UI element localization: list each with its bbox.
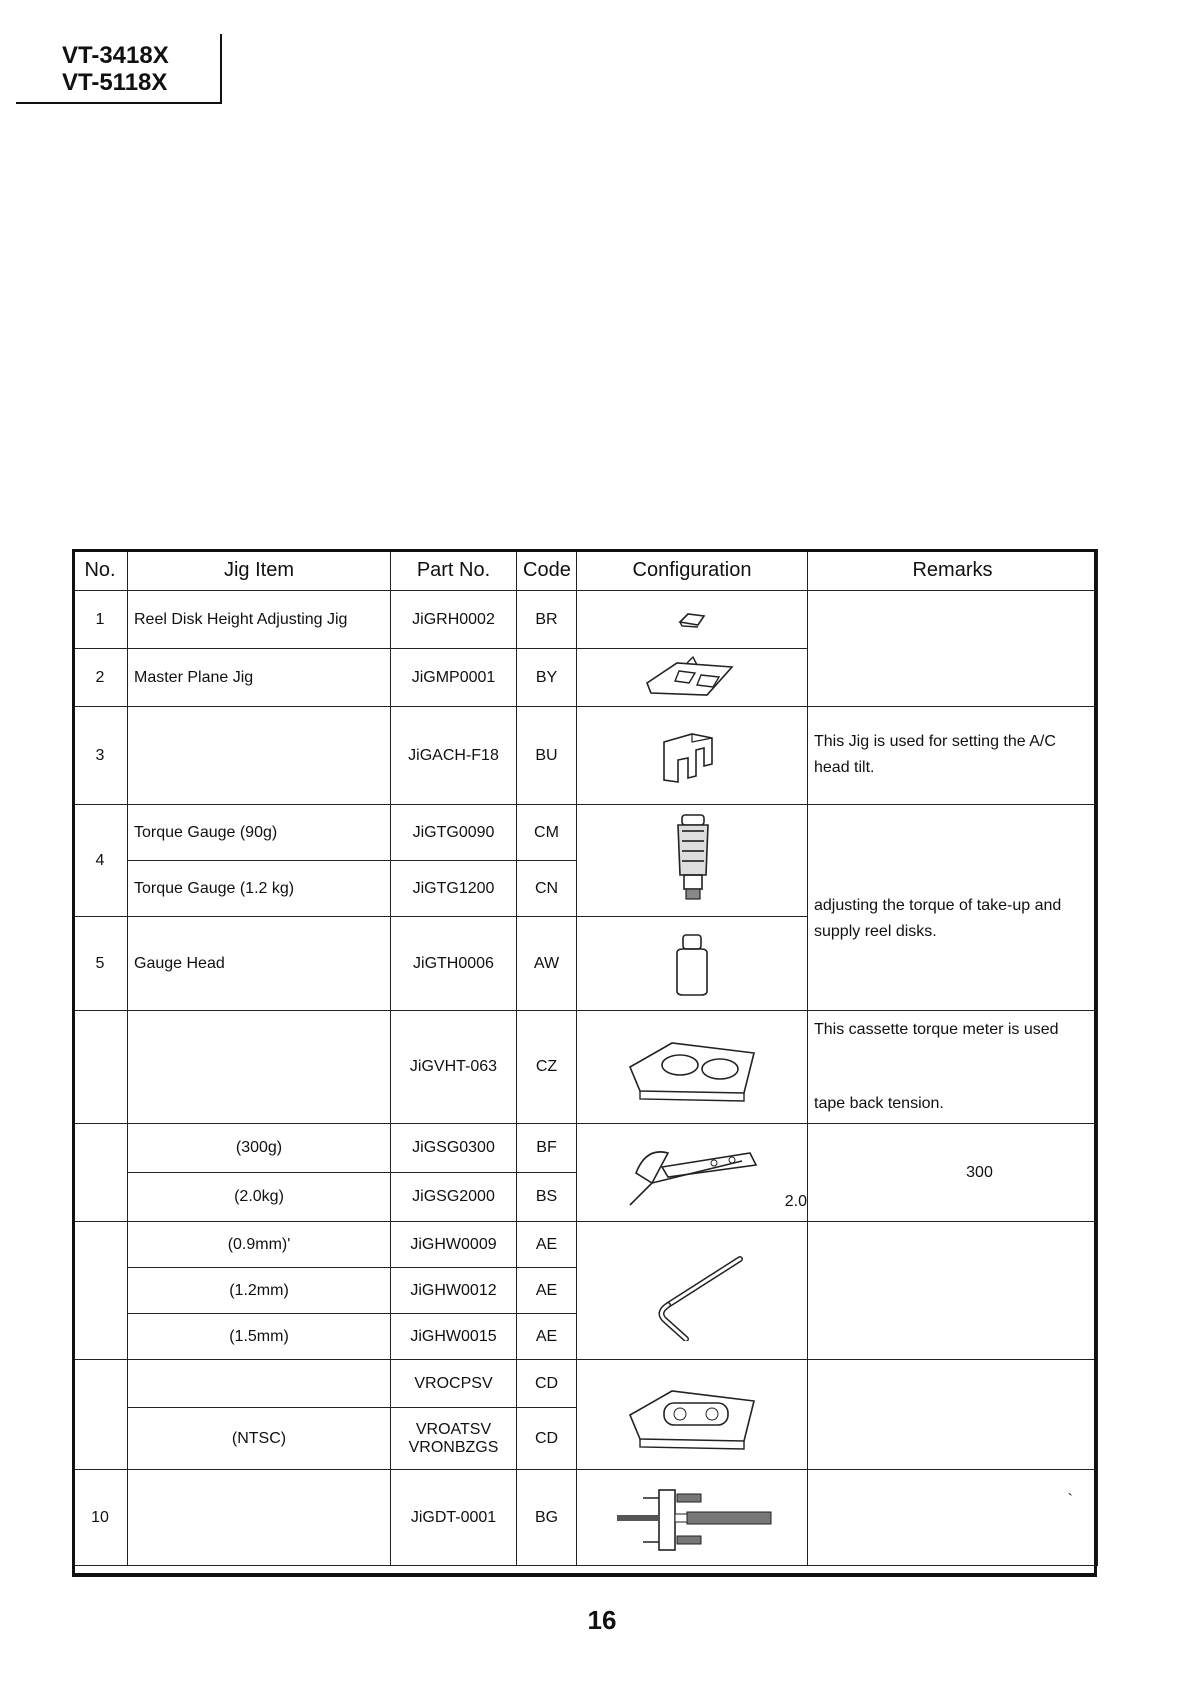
- part-line-1: VROATSV: [415, 1420, 492, 1438]
- cell-part: JiGMP0001: [391, 649, 517, 707]
- cell-config: [577, 591, 808, 649]
- config-label: 2.0: [784, 1193, 807, 1210]
- cell-part: [391, 1408, 517, 1470]
- cell-no: [73, 1360, 128, 1470]
- cell-code: AE: [517, 1268, 577, 1314]
- cell-config: [577, 707, 808, 805]
- drum-tool-icon: [607, 1478, 777, 1558]
- cell-code: BY: [517, 649, 577, 707]
- cell-part: JiGSG0300: [391, 1124, 517, 1173]
- page-number: 16: [587, 1605, 617, 1635]
- cell-item: (300g): [128, 1124, 391, 1173]
- cell-code: CZ: [517, 1011, 577, 1124]
- cell-remarks: 300: [808, 1124, 1098, 1222]
- cell-item: (1.5mm): [128, 1314, 391, 1360]
- table-row: [73, 707, 1098, 805]
- cell-code: AW: [517, 917, 577, 1011]
- cell-code: CD: [517, 1360, 577, 1408]
- cell-remarks-empty: [808, 591, 1098, 707]
- cell-part: JiGTG0090: [391, 805, 517, 861]
- part-line-2: VRONBZGS: [408, 1438, 499, 1456]
- cell-item: [128, 1011, 391, 1124]
- cell-no: [73, 1222, 128, 1360]
- table-header-row: [73, 550, 1098, 591]
- cell-item: Torque Gauge (1.2 kg): [128, 861, 391, 917]
- cell-config: [577, 1124, 808, 1222]
- hex-wrench-icon: [632, 1241, 752, 1341]
- cell-no: 2: [73, 649, 128, 707]
- cell-no: 10: [73, 1470, 128, 1566]
- table-row: [73, 591, 1098, 649]
- col-no: No.: [73, 550, 128, 591]
- cell-config: [577, 1470, 808, 1566]
- cell-part: JiGACH-F18: [391, 707, 517, 805]
- cell-remarks: This Jig is used for setting the A/C head tilt.: [808, 707, 1098, 805]
- cell-code: CN: [517, 861, 577, 917]
- model-line-1: VT-3418X: [62, 42, 169, 69]
- cell-no: 3: [73, 707, 128, 805]
- cell-part: JiGHW0012: [391, 1268, 517, 1314]
- cell-item: [128, 1360, 391, 1408]
- test-cassette-icon: [622, 1375, 762, 1455]
- cell-config: [577, 805, 808, 917]
- remarks-bottom: tape back tension.: [814, 1095, 944, 1112]
- cell-part: JiGSG2000: [391, 1173, 517, 1222]
- cell-part: VROCPSV: [391, 1360, 517, 1408]
- gauge-head-icon: [667, 929, 717, 999]
- table-row: [73, 1360, 1098, 1408]
- cell-code: BR: [517, 591, 577, 649]
- cell-config: [577, 917, 808, 1011]
- cell-item: Gauge Head: [128, 917, 391, 1011]
- col-jig-item: Jig Item: [128, 550, 391, 591]
- table-row: [73, 1222, 1098, 1268]
- cell-item: (0.9mm)': [128, 1222, 391, 1268]
- cell-remarks: [808, 1011, 1098, 1124]
- table-row: [73, 805, 1098, 861]
- cell-code: CD: [517, 1408, 577, 1470]
- cell-part: JiGRH0002: [391, 591, 517, 649]
- cell-code: AE: [517, 1314, 577, 1360]
- spring-gauge-icon: [622, 1133, 762, 1213]
- ac-head-tilt-jig-icon: [652, 724, 732, 788]
- cell-remarks-empty: [808, 1222, 1098, 1360]
- table-row: [73, 1011, 1098, 1124]
- master-plane-jig-icon: [637, 653, 747, 703]
- model-header: [62, 42, 169, 96]
- cell-item: (NTSC): [128, 1408, 391, 1470]
- cell-no: [73, 1124, 128, 1222]
- cassette-torque-meter-icon: [622, 1027, 762, 1107]
- col-configuration: Configuration: [577, 550, 808, 591]
- cell-item: Torque Gauge (90g): [128, 805, 391, 861]
- cell-item: (1.2mm): [128, 1268, 391, 1314]
- cell-config: [577, 1011, 808, 1124]
- cell-part: JiGTH0006: [391, 917, 517, 1011]
- cell-no: 5: [73, 917, 128, 1011]
- table-row: [73, 1124, 1098, 1173]
- cell-item: Master Plane Jig: [128, 649, 391, 707]
- model-line-2: VT-5118X: [62, 69, 168, 96]
- cell-config: [577, 1222, 808, 1360]
- reel-height-jig-icon: [672, 610, 712, 630]
- cell-code: BU: [517, 707, 577, 805]
- cell-code: CM: [517, 805, 577, 861]
- col-remarks: Remarks: [808, 550, 1098, 591]
- cell-remarks-empty: [808, 1360, 1098, 1470]
- cell-item: (2.0kg): [128, 1173, 391, 1222]
- cell-code: AE: [517, 1222, 577, 1268]
- cell-part: JiGHW0015: [391, 1314, 517, 1360]
- cell-item: [128, 1470, 391, 1566]
- cell-config: [577, 649, 808, 707]
- table-row: [73, 1470, 1098, 1566]
- cell-remarks: adjusting the torque of take-up and supply reel disks.: [808, 805, 1098, 1011]
- col-part-no: Part No.: [391, 550, 517, 591]
- cell-item: Reel Disk Height Adjusting Jig: [128, 591, 391, 649]
- cell-part: JiGDT-0001: [391, 1470, 517, 1566]
- cell-no: 1: [73, 591, 128, 649]
- cell-code: BG: [517, 1470, 577, 1566]
- cell-config: [577, 1360, 808, 1470]
- cell-no: [73, 1011, 128, 1124]
- remarks-top: This cassette torque meter is used: [814, 1021, 1059, 1038]
- cell-code: BF: [517, 1124, 577, 1173]
- torque-gauge-icon: [662, 811, 722, 911]
- col-code: Code: [517, 550, 577, 591]
- cell-code: BS: [517, 1173, 577, 1222]
- cell-item: [128, 707, 391, 805]
- cell-part: JiGHW0009: [391, 1222, 517, 1268]
- jig-table: [72, 549, 1098, 1566]
- cell-no: 4: [73, 805, 128, 917]
- cell-part: JiGVHT-063: [391, 1011, 517, 1124]
- cell-part: JiGTG1200: [391, 861, 517, 917]
- cell-remarks: `: [808, 1470, 1098, 1566]
